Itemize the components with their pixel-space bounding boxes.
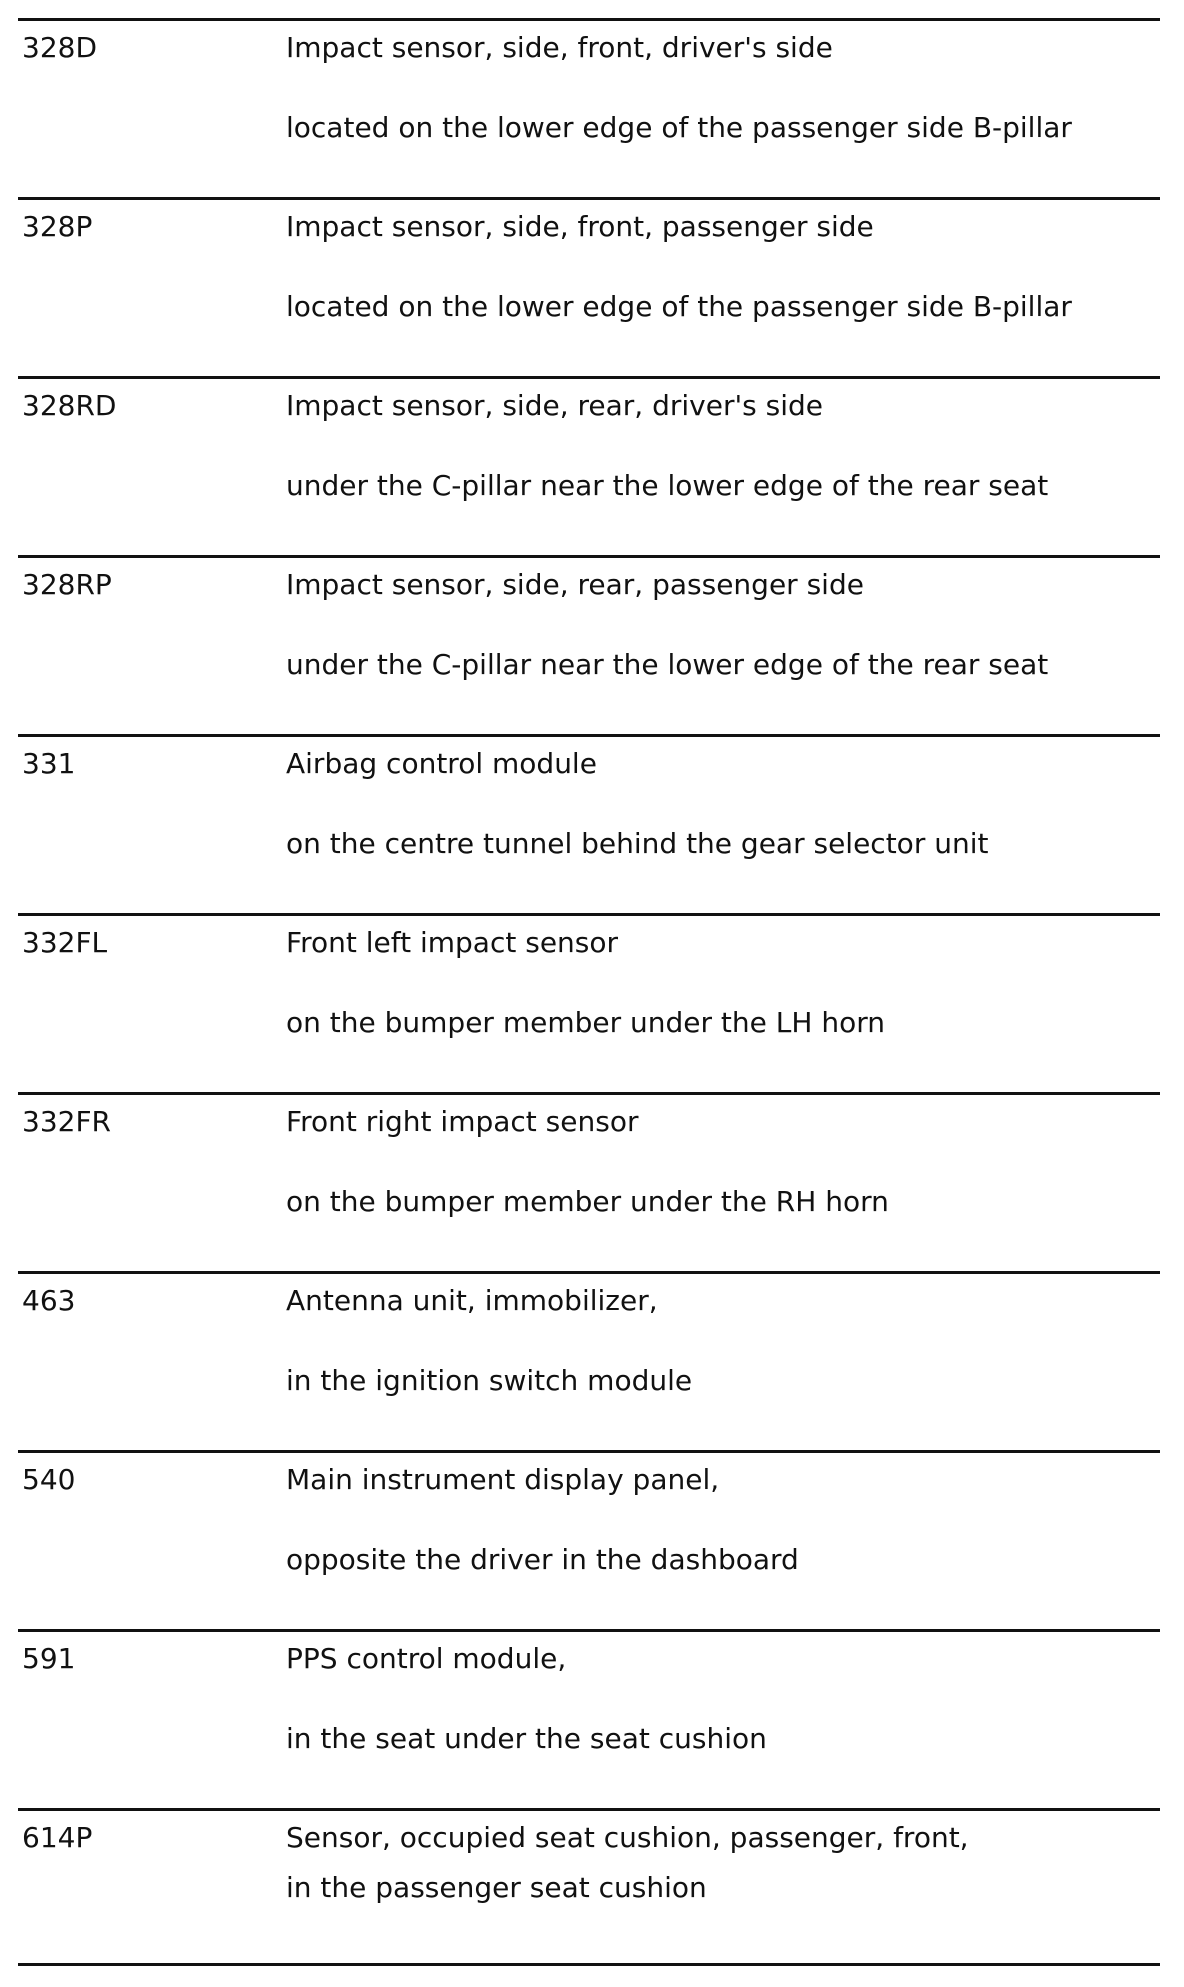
component-description: Main instrument display panel, <box>286 1463 720 1496</box>
table-row <box>18 18 1160 197</box>
table-row <box>18 734 1160 913</box>
component-description: Front left impact sensor <box>286 926 619 959</box>
component-description: PPS control module, <box>286 1642 567 1675</box>
table-row <box>18 1092 1160 1271</box>
component-location: located on the lower edge of the passenger side B-pillar <box>286 111 1072 144</box>
component-code: 331 <box>22 747 76 780</box>
table-row <box>18 1629 1160 1808</box>
table-row <box>18 913 1160 1092</box>
table-row <box>18 1808 1160 1987</box>
component-location: in the ignition switch module <box>286 1364 693 1397</box>
component-code: 614P <box>22 1821 93 1854</box>
component-code: 328D <box>22 31 98 64</box>
component-description: Impact sensor, side, rear, driver's side <box>286 389 824 422</box>
component-description: Sensor, occupied seat cushion, passenger, front, <box>286 1821 969 1854</box>
component-code: 332FR <box>22 1105 112 1138</box>
component-code: 328P <box>22 210 93 243</box>
table-row <box>18 555 1160 734</box>
component-description: Impact sensor, side, rear, passenger side <box>286 568 864 601</box>
component-description: Impact sensor, side, front, driver's side <box>286 31 833 64</box>
component-description: Airbag control module <box>286 747 597 780</box>
component-code: 540 <box>22 1463 76 1496</box>
component-location: in the passenger seat cushion <box>286 1871 707 1904</box>
component-location: opposite the driver in the dashboard <box>286 1543 799 1576</box>
component-location: in the seat under the seat cushion <box>286 1722 767 1755</box>
table-row <box>18 1450 1160 1629</box>
component-code: 328RD <box>22 389 117 422</box>
component-table <box>18 18 1160 1987</box>
component-code: 463 <box>22 1284 76 1317</box>
component-location: under the C-pillar near the lower edge of the rear seat <box>286 469 1049 502</box>
component-location: on the bumper member under the LH horn <box>286 1006 885 1039</box>
table-row <box>18 376 1160 555</box>
component-location: located on the lower edge of the passenger side B-pillar <box>286 290 1072 323</box>
component-location: on the bumper member under the RH horn <box>286 1185 889 1218</box>
table-row <box>18 197 1160 376</box>
component-description: Antenna unit, immobilizer, <box>286 1284 658 1317</box>
table-bottom-divider <box>18 1963 1160 1966</box>
component-code: 591 <box>22 1642 76 1675</box>
component-location: on the centre tunnel behind the gear selector unit <box>286 827 989 860</box>
component-description: Impact sensor, side, front, passenger side <box>286 210 874 243</box>
table-row <box>18 1271 1160 1450</box>
component-location: under the C-pillar near the lower edge of the rear seat <box>286 648 1049 681</box>
component-code: 332FL <box>22 926 108 959</box>
component-description: Front right impact sensor <box>286 1105 639 1138</box>
component-code: 328RP <box>22 568 112 601</box>
